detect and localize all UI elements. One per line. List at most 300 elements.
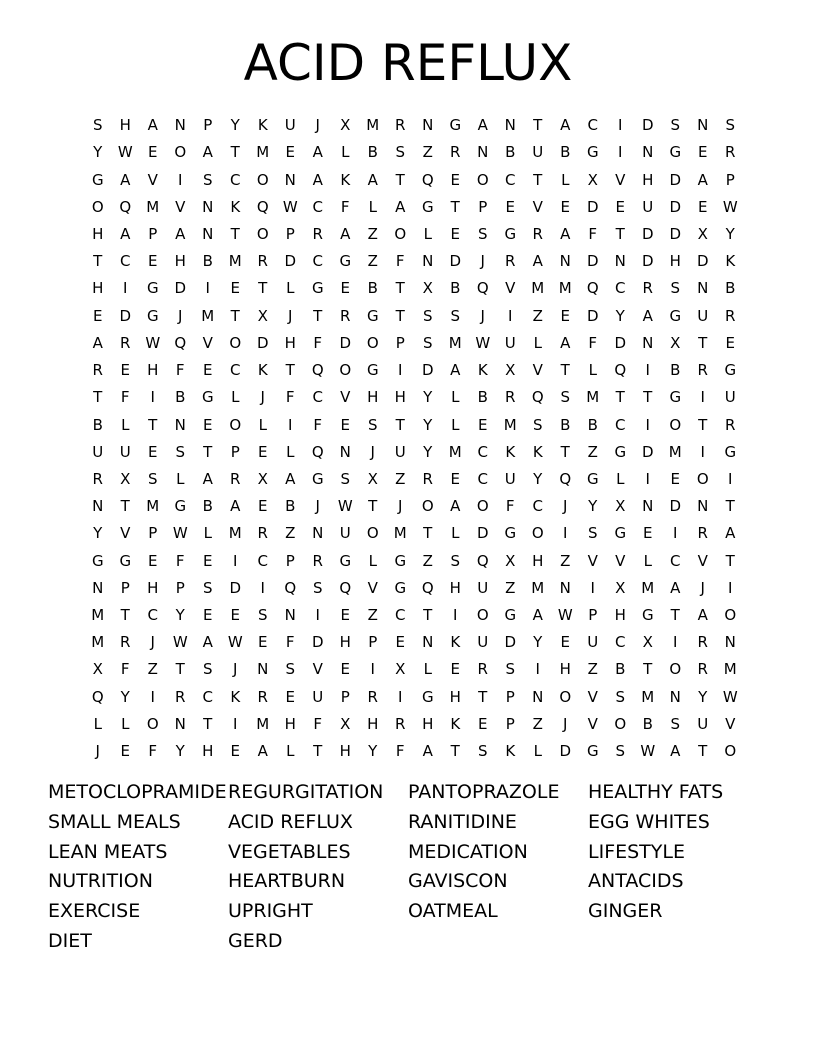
- grid-letter: E: [120, 361, 130, 380]
- grid-letter: T: [313, 742, 323, 761]
- grid-letter: V: [532, 361, 543, 380]
- grid-row: [84, 493, 744, 520]
- grid-letter: F: [175, 361, 185, 380]
- grid-letter: L: [423, 224, 432, 243]
- grid-letter: Y: [533, 469, 543, 488]
- grid-letter: I: [618, 116, 623, 135]
- grid-row: [84, 357, 744, 384]
- grid-letter: C: [532, 497, 543, 516]
- grid-letter: M: [91, 633, 105, 652]
- grid-letter: W: [722, 197, 738, 216]
- grid-letter: T: [450, 742, 460, 761]
- grid-letter: A: [642, 306, 653, 325]
- grid-letter: E: [505, 197, 515, 216]
- grid-letter: O: [614, 714, 627, 733]
- grid-row: [84, 303, 744, 330]
- word-list-item: HEARTBURN: [228, 870, 346, 893]
- grid-letter: X: [697, 224, 708, 243]
- grid-letter: D: [476, 524, 489, 543]
- word-list-item: PANTOPRAZOLE: [408, 781, 560, 803]
- word-list-item: REGURGITATION: [228, 781, 384, 803]
- grid-letter: A: [257, 742, 268, 761]
- grid-letter: T: [560, 361, 570, 380]
- grid-letter: G: [504, 224, 517, 243]
- grid-letter: T: [395, 415, 405, 434]
- grid-row: [84, 221, 744, 248]
- grid-row: [84, 330, 744, 357]
- grid-letter: E: [285, 143, 295, 162]
- grid-letter: T: [120, 606, 130, 625]
- grid-letter: I: [398, 361, 403, 380]
- grid-letter: D: [669, 224, 682, 243]
- grid-letter: A: [285, 469, 296, 488]
- grid-letter: B: [670, 361, 681, 380]
- grid-letter: C: [670, 551, 681, 570]
- grid-row: [84, 439, 744, 466]
- grid-letter: G: [366, 306, 379, 325]
- grid-letter: Z: [422, 551, 433, 570]
- grid-letter: H: [119, 116, 131, 135]
- grid-letter: H: [449, 687, 461, 706]
- grid-letter: F: [395, 742, 405, 761]
- grid-letter: Z: [285, 524, 296, 543]
- grid-letter: H: [394, 388, 406, 407]
- grid-letter: S: [340, 469, 351, 488]
- grid-letter: N: [642, 143, 654, 162]
- grid-letter: T: [423, 524, 433, 543]
- grid-letter: A: [202, 469, 213, 488]
- grid-letter: A: [92, 333, 103, 352]
- grid-letter: A: [422, 742, 433, 761]
- grid-letter: D: [696, 252, 709, 271]
- word-list-item: UPRIGHT: [228, 900, 313, 923]
- grid-letter: T: [478, 687, 488, 706]
- grid-letter: Q: [311, 442, 324, 461]
- grid-letter: E: [340, 279, 350, 298]
- word-list-item: GAVISCON: [408, 870, 508, 893]
- grid-letter: X: [615, 578, 626, 597]
- grid-letter: R: [697, 633, 708, 652]
- grid-letter: E: [93, 306, 103, 325]
- grid-letter: G: [311, 469, 324, 488]
- grid-letter: M: [228, 524, 242, 543]
- grid-row: [84, 466, 744, 493]
- grid-letter: G: [339, 551, 352, 570]
- grid-letter: T: [93, 388, 103, 407]
- grid-letter: G: [366, 361, 379, 380]
- grid-letter: D: [641, 224, 654, 243]
- grid-letter: F: [395, 252, 405, 271]
- grid-letter: S: [477, 742, 488, 761]
- grid-letter: E: [258, 442, 268, 461]
- grid-letter: K: [340, 170, 351, 189]
- grid-letter: D: [641, 252, 654, 271]
- grid-letter: G: [394, 578, 407, 597]
- grid-letter: U: [394, 442, 406, 461]
- grid-letter: T: [230, 306, 240, 325]
- word-list-item: ANTACIDS: [588, 870, 684, 893]
- grid-letter: Q: [586, 279, 599, 298]
- grid-letter: S: [312, 578, 323, 597]
- grid-letter: V: [615, 170, 626, 189]
- grid-letter: F: [285, 388, 295, 407]
- grid-letter: R: [725, 143, 736, 162]
- grid-letter: B: [367, 279, 378, 298]
- grid-letter: C: [147, 606, 158, 625]
- grid-row: [84, 411, 744, 438]
- grid-letter: E: [643, 524, 653, 543]
- grid-letter: C: [230, 361, 241, 380]
- grid-letter: A: [450, 361, 461, 380]
- grid-letter: S: [670, 279, 681, 298]
- grid-letter: N: [422, 252, 434, 271]
- grid-letter: K: [532, 442, 543, 461]
- grid-letter: C: [395, 606, 406, 625]
- grid-letter: N: [477, 143, 489, 162]
- grid-letter: P: [478, 197, 488, 216]
- grid-letter: S: [477, 224, 488, 243]
- word-list-item: OATMEAL: [408, 900, 498, 923]
- grid-row: [84, 684, 744, 711]
- grid-letter: W: [722, 687, 738, 706]
- grid-letter: I: [315, 606, 320, 625]
- grid-letter: W: [172, 524, 188, 543]
- grid-letter: D: [586, 252, 599, 271]
- grid-row: [84, 194, 744, 221]
- grid-letter: A: [120, 224, 131, 243]
- grid-letter: A: [395, 197, 406, 216]
- grid-letter: I: [673, 633, 678, 652]
- grid-letter: U: [724, 388, 736, 407]
- grid-letter: O: [476, 497, 489, 516]
- grid-letter: I: [398, 687, 403, 706]
- grid-letter: S: [147, 469, 158, 488]
- grid-letter: M: [503, 415, 517, 434]
- grid-letter: I: [150, 388, 155, 407]
- grid-letter: X: [615, 497, 626, 516]
- grid-letter: K: [230, 687, 241, 706]
- grid-letter: R: [725, 415, 736, 434]
- word-list-item: MEDICATION: [408, 840, 528, 863]
- grid-letter: E: [560, 633, 570, 652]
- grid-letter: A: [202, 143, 213, 162]
- grid-letter: L: [341, 143, 350, 162]
- grid-letter: L: [368, 197, 377, 216]
- grid-letter: Q: [421, 170, 434, 189]
- grid-letter: L: [176, 469, 185, 488]
- grid-letter: X: [120, 469, 131, 488]
- grid-letter: T: [615, 224, 625, 243]
- grid-letter: M: [91, 606, 105, 625]
- grid-letter: O: [696, 469, 709, 488]
- grid-letter: B: [202, 252, 213, 271]
- grid-letter: X: [505, 361, 516, 380]
- grid-letter: E: [148, 551, 158, 570]
- grid-letter: B: [285, 497, 296, 516]
- grid-letter: H: [559, 660, 571, 679]
- grid-letter: I: [123, 279, 128, 298]
- grid-letter: U: [697, 306, 709, 325]
- grid-letter: H: [284, 714, 296, 733]
- grid-letter: N: [202, 197, 214, 216]
- grid-letter: M: [586, 388, 600, 407]
- grid-letter: E: [450, 660, 460, 679]
- grid-letter: Z: [532, 714, 543, 733]
- grid-letter: V: [725, 714, 736, 733]
- grid-letter: U: [504, 469, 516, 488]
- grid-letter: F: [313, 714, 323, 733]
- grid-letter: G: [504, 606, 517, 625]
- grid-letter: E: [148, 442, 158, 461]
- grid-letter: R: [120, 333, 131, 352]
- grid-letter: Q: [91, 687, 104, 706]
- grid-letter: M: [448, 442, 462, 461]
- grid-letter: Z: [147, 660, 158, 679]
- grid-letter: A: [670, 578, 681, 597]
- grid-letter: N: [559, 578, 571, 597]
- grid-letter: G: [91, 170, 104, 189]
- grid-letter: A: [532, 606, 543, 625]
- grid-letter: S: [450, 306, 461, 325]
- grid-letter: P: [148, 224, 158, 243]
- grid-letter: G: [669, 143, 682, 162]
- grid-letter: T: [643, 660, 653, 679]
- grid-letter: S: [587, 524, 598, 543]
- word-list-item: [408, 927, 588, 957]
- grid-row: [84, 575, 744, 602]
- grid-letter: J: [370, 442, 375, 461]
- grid-letter: I: [178, 170, 183, 189]
- grid-letter: G: [146, 306, 159, 325]
- grid-letter: B: [615, 660, 626, 679]
- grid-letter: Z: [367, 224, 378, 243]
- grid-row: [84, 384, 744, 411]
- word-list-item: [588, 927, 768, 957]
- grid-letter: N: [642, 333, 654, 352]
- grid-letter: N: [202, 224, 214, 243]
- grid-letter: I: [535, 660, 540, 679]
- grid-letter: N: [422, 116, 434, 135]
- grid-letter: D: [641, 442, 654, 461]
- word-list-item: METOCLOPRAMIDE: [48, 781, 227, 803]
- grid-letter: Z: [587, 660, 598, 679]
- grid-letter: I: [728, 469, 733, 488]
- grid-letter: W: [557, 606, 573, 625]
- grid-letter: E: [203, 415, 213, 434]
- grid-letter: V: [615, 551, 626, 570]
- grid-letter: S: [615, 687, 626, 706]
- grid-letter: W: [282, 197, 298, 216]
- grid-letter: Q: [476, 279, 489, 298]
- grid-letter: O: [146, 714, 159, 733]
- grid-letter: G: [339, 252, 352, 271]
- grid-letter: A: [725, 524, 736, 543]
- grid-letter: J: [315, 116, 320, 135]
- grid-letter: R: [450, 143, 461, 162]
- grid-letter: A: [312, 143, 323, 162]
- grid-letter: E: [120, 742, 130, 761]
- grid-letter: F: [120, 388, 130, 407]
- grid-letter: R: [175, 687, 186, 706]
- grid-letter: W: [475, 333, 491, 352]
- grid-letter: W: [640, 742, 656, 761]
- grid-letter: E: [203, 606, 213, 625]
- grid-letter: L: [121, 714, 130, 733]
- grid-letter: D: [311, 633, 324, 652]
- grid-letter: N: [697, 116, 709, 135]
- grid-letter: Y: [423, 442, 433, 461]
- grid-letter: M: [723, 660, 737, 679]
- grid-letter: U: [312, 687, 324, 706]
- grid-row: [84, 275, 744, 302]
- grid-letter: B: [477, 388, 488, 407]
- grid-letter: L: [286, 742, 295, 761]
- grid-letter: O: [421, 497, 434, 516]
- grid-letter: L: [286, 442, 295, 461]
- grid-letter: L: [203, 524, 212, 543]
- grid-letter: D: [669, 197, 682, 216]
- grid-letter: E: [725, 333, 735, 352]
- grid-letter: X: [395, 660, 406, 679]
- grid-letter: O: [531, 524, 544, 543]
- grid-letter: J: [563, 714, 568, 733]
- grid-letter: X: [340, 116, 351, 135]
- grid-letter: A: [532, 252, 543, 271]
- grid-letter: E: [285, 687, 295, 706]
- grid-row: [84, 548, 744, 575]
- word-list-item: NUTRITION: [48, 870, 153, 893]
- grid-letter: Y: [120, 687, 130, 706]
- grid-letter: U: [642, 197, 654, 216]
- grid-letter: F: [505, 497, 515, 516]
- grid-letter: T: [120, 497, 130, 516]
- grid-letter: X: [92, 660, 103, 679]
- grid-letter: E: [340, 415, 350, 434]
- grid-letter: O: [339, 361, 352, 380]
- grid-letter: P: [148, 524, 158, 543]
- grid-letter: S: [560, 388, 571, 407]
- word-list-item: DIET: [48, 929, 92, 952]
- grid-row: [84, 602, 744, 629]
- grid-letter: K: [450, 633, 461, 652]
- grid-letter: R: [505, 388, 516, 407]
- grid-letter: O: [91, 197, 104, 216]
- grid-letter: R: [92, 361, 103, 380]
- grid-letter: Z: [505, 578, 516, 597]
- grid-letter: G: [91, 551, 104, 570]
- grid-letter: M: [366, 116, 380, 135]
- grid-row: [84, 139, 744, 166]
- grid-letter: O: [256, 170, 269, 189]
- grid-letter: N: [504, 116, 516, 135]
- grid-letter: Z: [422, 143, 433, 162]
- grid-letter: R: [120, 633, 131, 652]
- grid-letter: U: [477, 578, 489, 597]
- grid-letter: G: [174, 497, 187, 516]
- grid-letter: W: [337, 497, 353, 516]
- grid-letter: J: [150, 633, 155, 652]
- grid-letter: S: [725, 116, 736, 135]
- grid-letter: S: [92, 116, 103, 135]
- grid-letter: J: [315, 497, 320, 516]
- grid-letter: T: [615, 388, 625, 407]
- grid-letter: Y: [725, 224, 735, 243]
- grid-letter: V: [340, 388, 351, 407]
- grid-letter: I: [453, 606, 458, 625]
- grid-letter: T: [698, 742, 708, 761]
- grid-letter: C: [615, 633, 626, 652]
- grid-letter: Q: [559, 469, 572, 488]
- grid-letter: S: [532, 415, 543, 434]
- grid-letter: B: [587, 415, 598, 434]
- grid-letter: I: [233, 714, 238, 733]
- grid-letter: K: [725, 252, 736, 271]
- grid-letter: E: [203, 361, 213, 380]
- grid-letter: V: [202, 333, 213, 352]
- grid-letter: R: [92, 469, 103, 488]
- grid-letter: R: [312, 224, 323, 243]
- grid-letter: C: [120, 252, 131, 271]
- grid-letter: B: [642, 714, 653, 733]
- grid-letter: E: [560, 306, 570, 325]
- grid-letter: Q: [421, 578, 434, 597]
- grid-letter: W: [117, 143, 133, 162]
- grid-letter: E: [450, 469, 460, 488]
- grid-letter: T: [698, 333, 708, 352]
- grid-letter: J: [480, 252, 485, 271]
- grid-letter: H: [174, 252, 186, 271]
- word-list: [48, 778, 788, 957]
- grid-letter: R: [532, 224, 543, 243]
- grid-letter: U: [587, 633, 599, 652]
- grid-letter: P: [230, 442, 240, 461]
- grid-letter: G: [586, 143, 599, 162]
- grid-letter: O: [256, 224, 269, 243]
- grid-letter: O: [174, 143, 187, 162]
- grid-letter: N: [257, 660, 269, 679]
- grid-letter: L: [616, 469, 625, 488]
- grid-letter: P: [285, 224, 295, 243]
- grid-letter: M: [641, 687, 655, 706]
- grid-letter: E: [230, 279, 240, 298]
- grid-letter: G: [614, 442, 627, 461]
- grid-letter: I: [233, 551, 238, 570]
- grid-letter: F: [588, 224, 598, 243]
- grid-letter: V: [312, 660, 323, 679]
- word-list-item: ACID REFLUX: [228, 810, 353, 833]
- grid-letter: O: [366, 333, 379, 352]
- grid-letter: A: [175, 224, 186, 243]
- grid-letter: I: [645, 469, 650, 488]
- grid-letter: S: [395, 143, 406, 162]
- grid-letter: K: [477, 361, 488, 380]
- grid-letter: L: [121, 415, 130, 434]
- grid-letter: K: [257, 361, 268, 380]
- grid-letter: M: [146, 497, 160, 516]
- grid-letter: Q: [174, 333, 187, 352]
- grid-letter: O: [366, 524, 379, 543]
- grid-letter: H: [92, 224, 104, 243]
- grid-letter: T: [395, 279, 405, 298]
- grid-letter: C: [312, 388, 323, 407]
- grid-letter: U: [119, 442, 131, 461]
- grid-letter: Q: [256, 197, 269, 216]
- grid-letter: C: [312, 252, 323, 271]
- grid-letter: M: [256, 714, 270, 733]
- grid-letter: Q: [311, 361, 324, 380]
- grid-letter: R: [395, 714, 406, 733]
- grid-letter: A: [147, 116, 158, 135]
